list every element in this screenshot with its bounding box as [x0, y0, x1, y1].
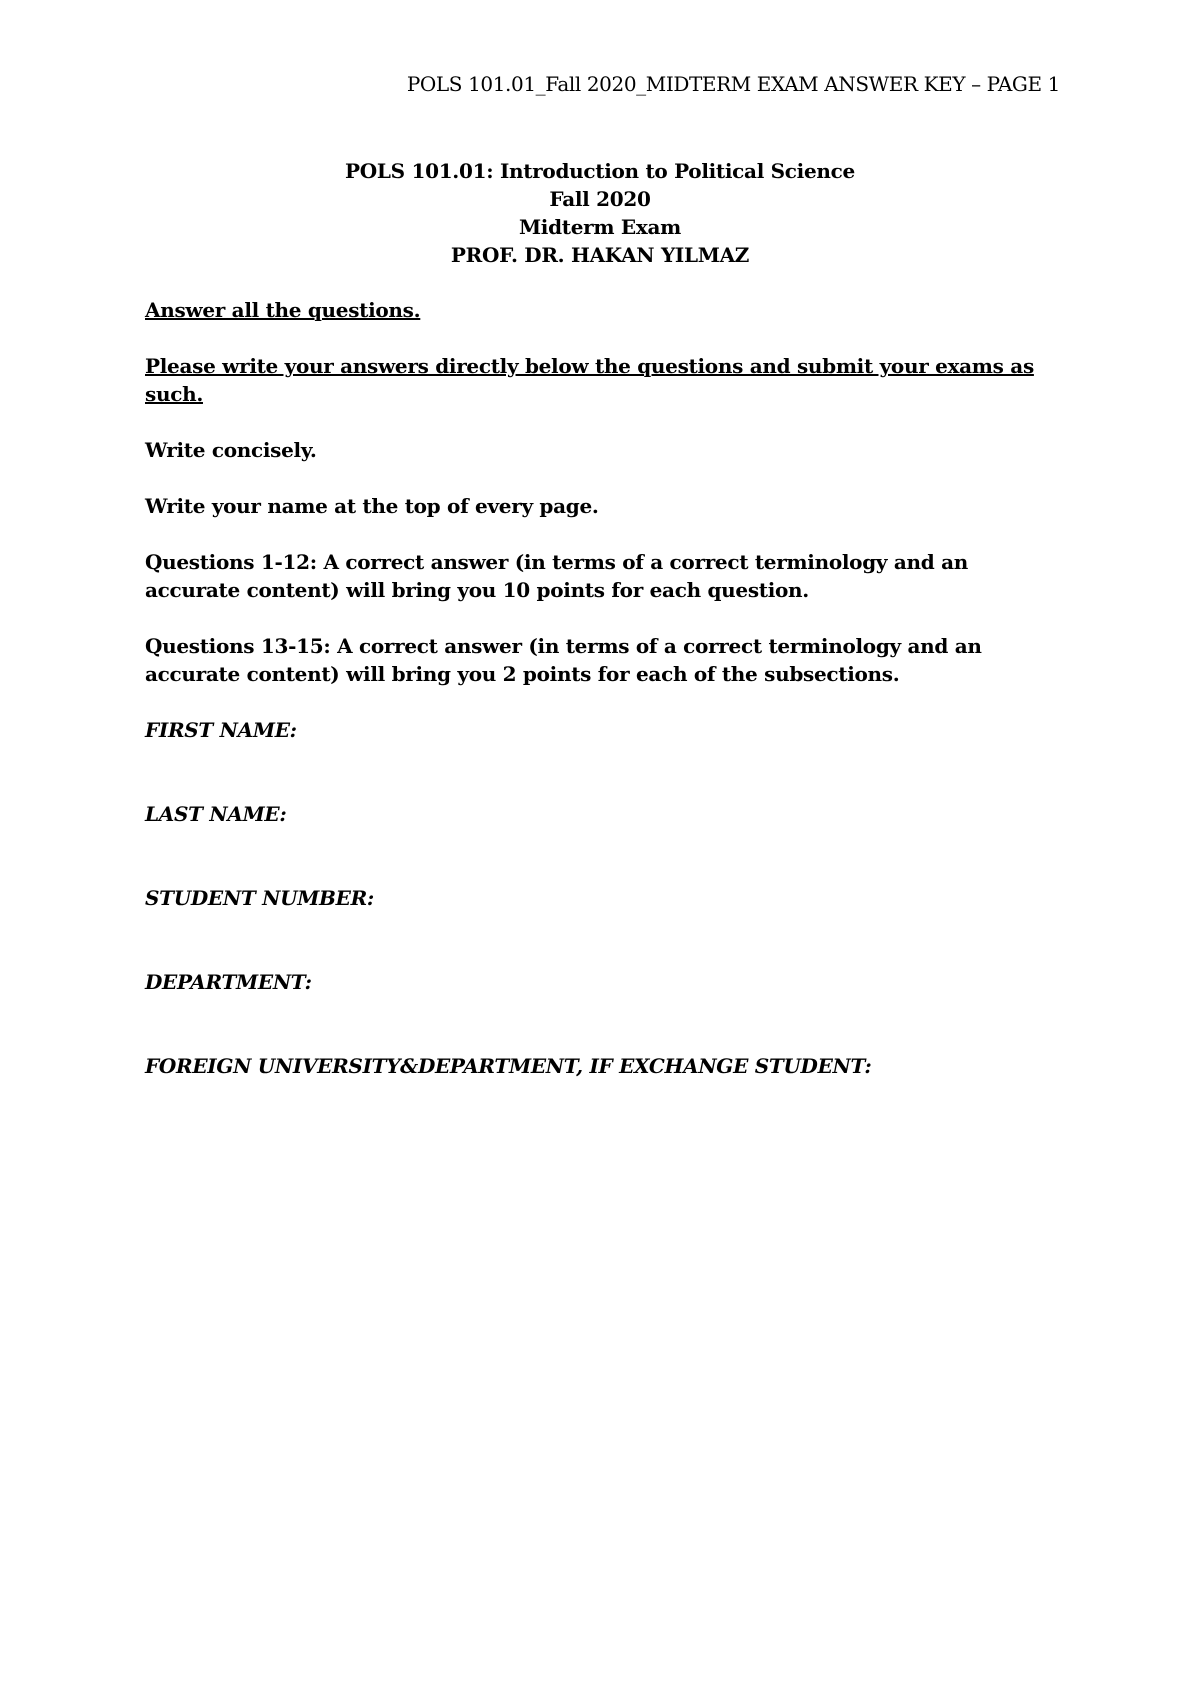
course-title: POLS 101.01: Introduction to Political Science	[345, 159, 855, 183]
professor-name: PROF. DR. HAKAN YILMAZ	[450, 243, 750, 267]
instruction-name-every-page: Write your name at the top of every page.	[145, 494, 599, 518]
instruction-points-13-15: Questions 13-15: A correct answer (in terms of a correct terminology and an accurate content) will bring you 2 points for each of the subsections.	[145, 634, 982, 686]
exchange-field[interactable]: FOREIGN UNIVERSITY&DEPARTMENT, IF EXCHANGE STUDENT:	[145, 1054, 872, 1078]
instructions	[145, 296, 1065, 716]
instruction-write-below: Please write your answers directly below the questions and submit your exams as such.	[145, 354, 1034, 406]
exam-label: Midterm Exam	[518, 215, 682, 239]
last-name-field[interactable]: LAST NAME:	[145, 802, 287, 826]
instruction-concise: Write concisely.	[145, 438, 317, 462]
title-block	[0, 157, 1200, 269]
department-field[interactable]: DEPARTMENT:	[145, 970, 312, 994]
student-info-fields	[145, 716, 1065, 1136]
running-header: POLS 101.01_Fall 2020_MIDTERM EXAM ANSWER KEY – PAGE 1	[406, 72, 1060, 96]
term-label: Fall 2020	[549, 187, 651, 211]
first-name-field[interactable]: FIRST NAME:	[145, 718, 297, 742]
instruction-answer-all: Answer all the questions.	[145, 298, 421, 322]
instruction-points-1-12: Questions 1-12: A correct answer (in terms of a correct terminology and an accurate content) will bring you 10 points for each question.	[145, 550, 969, 602]
student-number-field[interactable]: STUDENT NUMBER:	[145, 886, 374, 910]
